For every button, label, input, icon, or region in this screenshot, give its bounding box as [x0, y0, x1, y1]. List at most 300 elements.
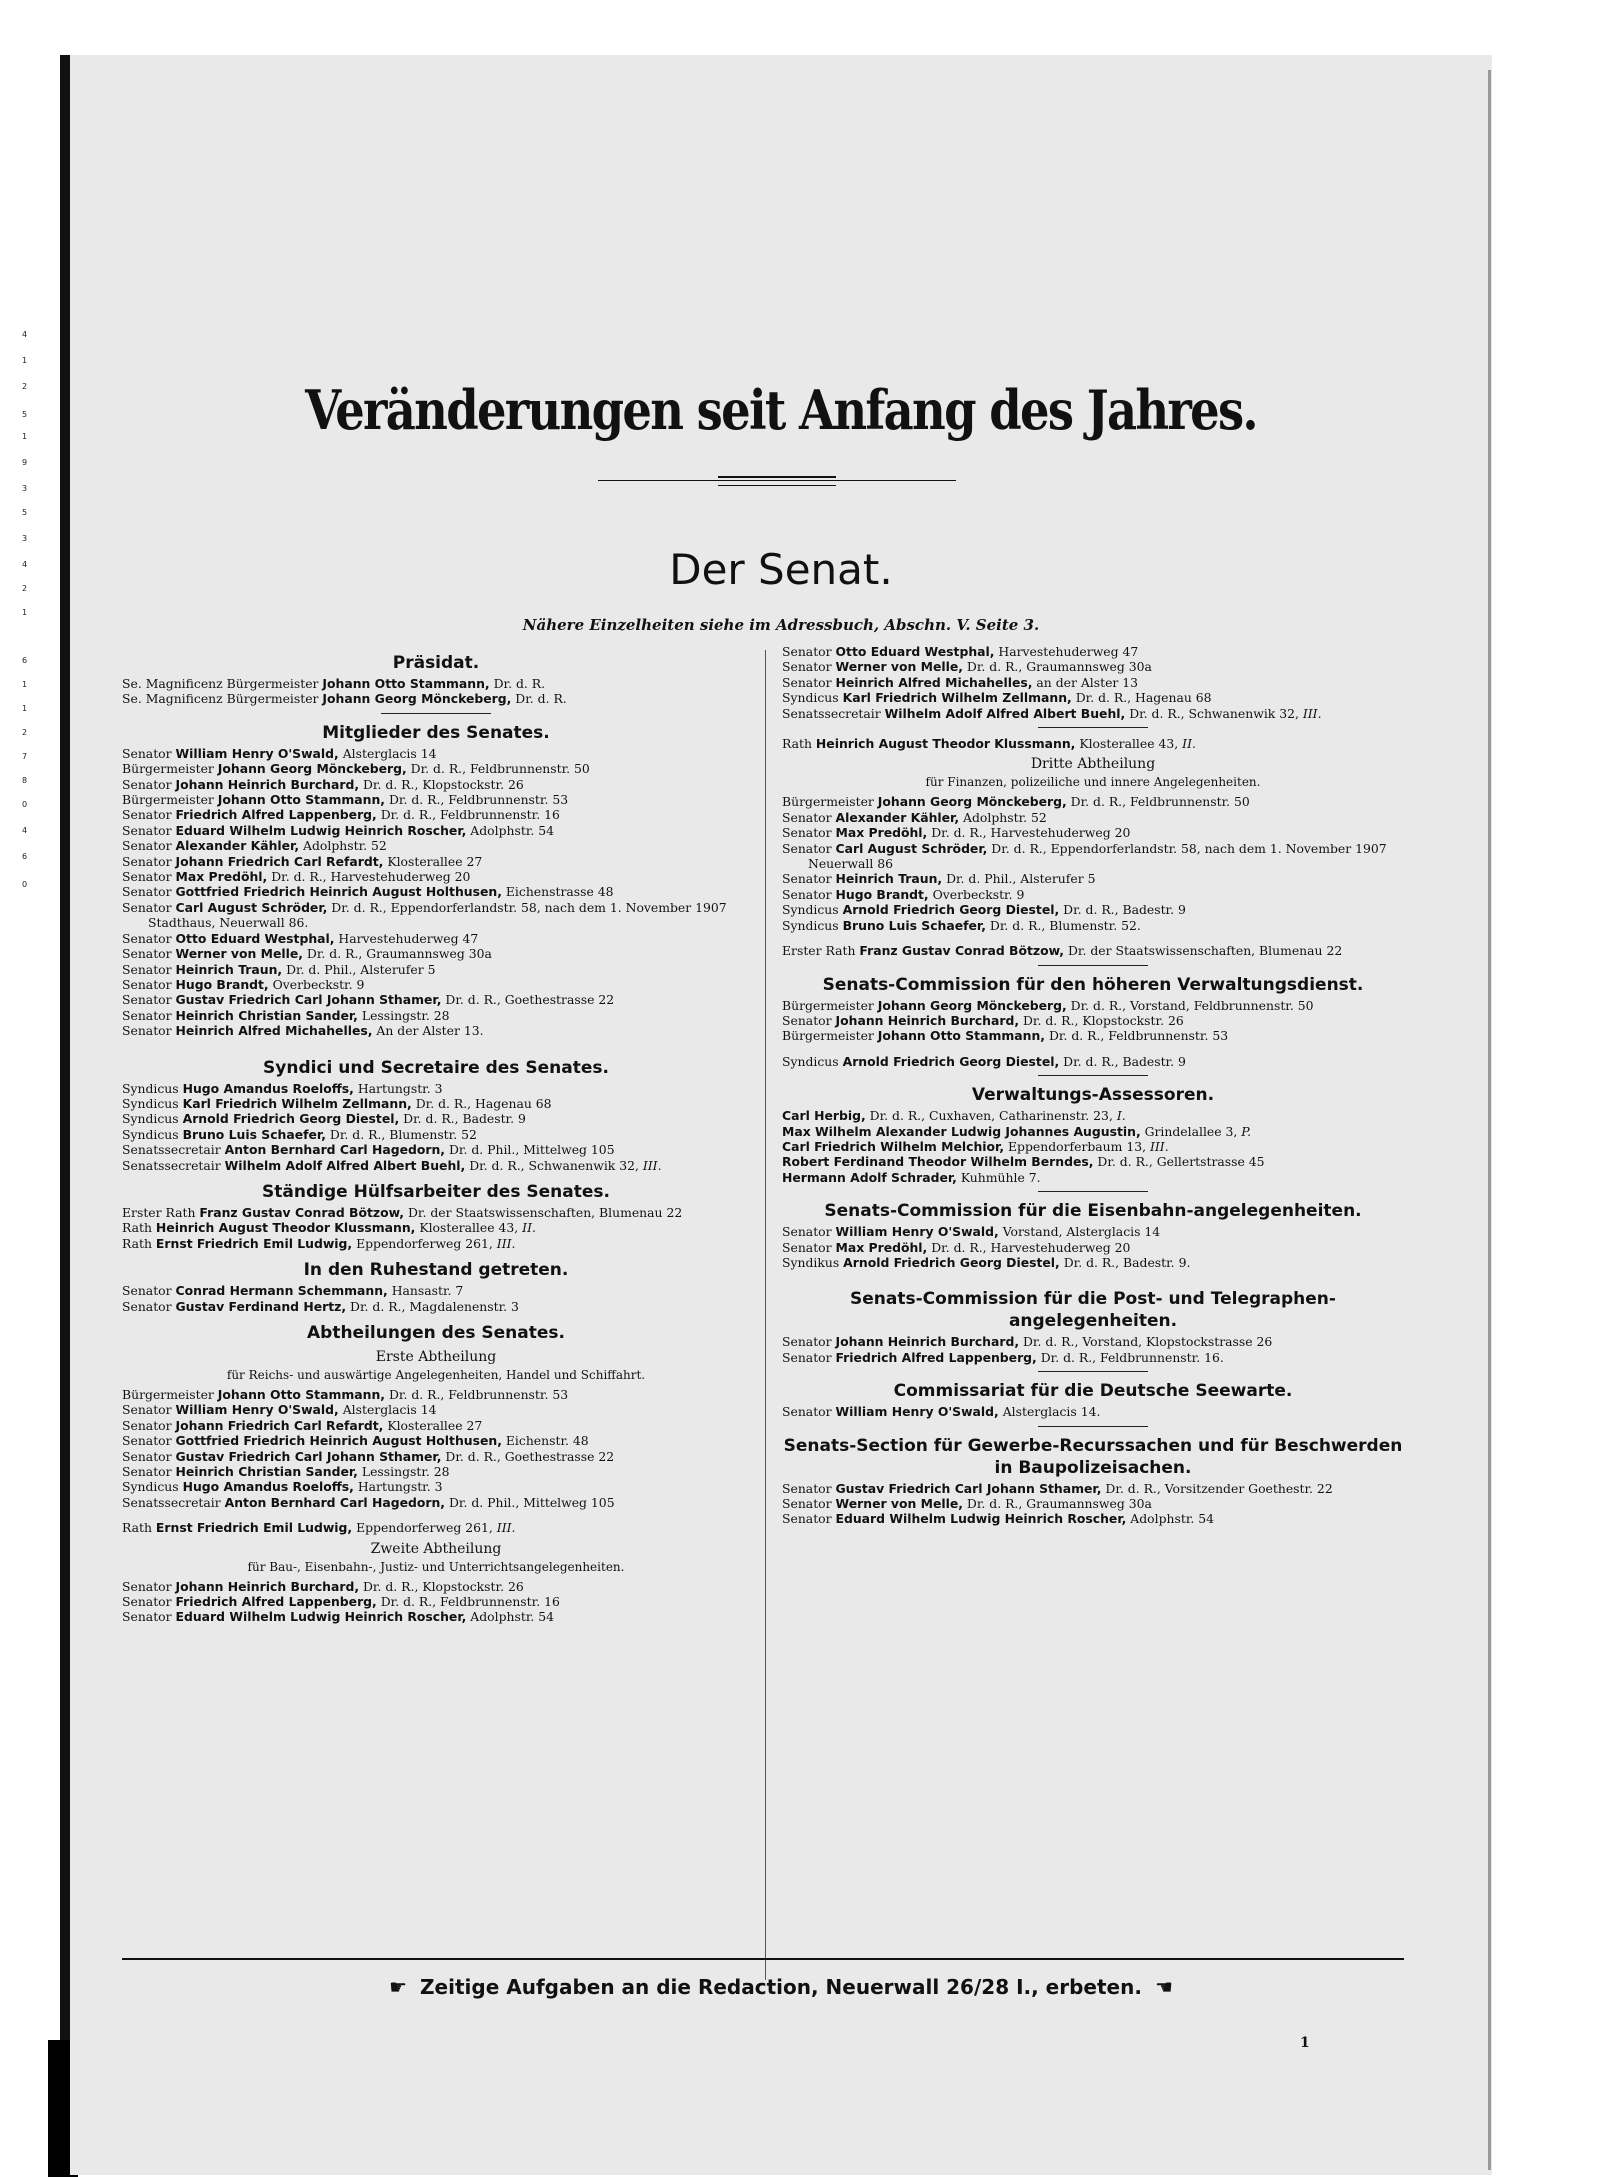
entry-address: Dr. der Staatswissenschaften, Blumenau 22	[407, 1204, 683, 1220]
entry-address: Adolphstr. 54	[470, 1609, 555, 1625]
section-separator	[381, 713, 491, 714]
entry-title: Senator	[122, 1433, 172, 1449]
entry-title: Syndicus	[122, 1126, 179, 1142]
entry-address: Dr. d. R., Graumannsweg 30a	[306, 946, 492, 962]
entry-name: Heinrich Christian Sander,	[175, 1007, 358, 1023]
entry-address: Hartungstr. 3	[357, 1479, 443, 1495]
footer-text: Zeitige Aufgaben an die Redaction, Neuerwall 26/28 I., erbeten.	[420, 1975, 1142, 1999]
roster-entry	[782, 1170, 1404, 1185]
roster-entry	[122, 691, 750, 706]
entry-title: Senator	[782, 1496, 832, 1511]
roster-entry	[122, 1127, 750, 1142]
entry-title: Senator	[122, 1283, 172, 1299]
entry-name: Johann Heinrich Burchard,	[835, 1334, 1020, 1350]
entry-title: Senator	[782, 1511, 832, 1527]
roster-entry	[782, 871, 1404, 886]
roster-entry	[122, 807, 750, 822]
roster-entry	[122, 1236, 750, 1251]
roster-entry	[122, 761, 750, 776]
roster-entry	[122, 869, 750, 884]
column-divider	[765, 650, 766, 1980]
entry-address: Eichenstrasse 48	[505, 884, 614, 900]
entry-name: Carl August Schröder,	[175, 899, 328, 915]
entry-name: Eduard Wilhelm Ludwig Heinrich Roscher,	[175, 822, 467, 838]
entry-name: Bruno Luis Schaefer,	[182, 1126, 326, 1142]
roster-entry	[122, 1205, 750, 1220]
roster-entry	[782, 1496, 1404, 1511]
roster-entry	[122, 1402, 750, 1417]
entry-name: Gustav Friedrich Carl Johann Sthamer,	[175, 1448, 442, 1464]
entry-title: Senator	[122, 1594, 172, 1610]
roster-entry	[782, 1028, 1404, 1043]
entry-name: William Henry O'Swald,	[835, 1224, 999, 1240]
section-heading: Senats-Commission für die Eisenbahn-angelegenheiten.	[824, 1201, 1362, 1222]
roster-entry	[122, 1283, 750, 1298]
entry-address: Klosterallee 27	[387, 853, 483, 869]
roster-entry	[122, 931, 750, 946]
entry-title: Senator	[122, 1402, 172, 1418]
section-heading: Ständige Hülfsarbeiter des Senates.	[262, 1181, 610, 1202]
section-heading: Senats-Commission für den höheren Verwaltungsdienst.	[822, 974, 1364, 995]
entry-name: Karl Friedrich Wilhelm Zellmann,	[182, 1095, 412, 1111]
pointing-hand-icon: ☛	[389, 1975, 408, 1999]
entry-name: Gustav Ferdinand Hertz,	[175, 1298, 347, 1314]
roster-entry	[122, 900, 750, 931]
roster-entry	[782, 998, 1404, 1013]
roster-entry	[122, 854, 750, 869]
entry-name: Friedrich Alfred Lappenberg,	[175, 1594, 377, 1610]
entry-title: Senator	[782, 1239, 832, 1255]
entry-address: Dr. d. R., Harvestehuderweg 20	[931, 825, 1131, 841]
entry-title: Se. Magnificenz Bürgermeister	[122, 676, 319, 691]
entry-floor: II.	[1182, 736, 1196, 752]
entry-title: Senator	[782, 1012, 832, 1028]
section-heading: Commissariat für die Deutsche Seewarte.	[893, 1381, 1293, 1402]
roster-entry	[782, 902, 1404, 917]
entry-title: Senator	[122, 1007, 172, 1023]
entry-name: William Henry O'Swald,	[835, 1404, 999, 1420]
entry-title: Senator	[782, 871, 832, 887]
section-heading: Senats-Section für Gewerbe-Recurssachen und für Beschwerden in Baupolizeisachen.	[783, 1435, 1403, 1478]
entry-address: Dr. d. R., Klopstockstr. 26	[363, 776, 524, 792]
entry-address: Dr. d. R., Schwanenwik 32,	[1129, 705, 1299, 721]
entry-name: Gustav Friedrich Carl Johann Sthamer,	[175, 992, 442, 1008]
entry-address: Dr. d. R., Schwanenwik 32,	[469, 1157, 639, 1173]
roster-entry	[782, 1154, 1404, 1169]
entry-name: Werner von Melle,	[835, 659, 963, 675]
section-heading: Präsidat.	[392, 653, 480, 673]
roster-entry	[122, 1142, 750, 1157]
roster-entry	[122, 777, 750, 792]
entry-title: Senatssecretair	[122, 1157, 221, 1173]
entry-name: Alexander Kähler,	[835, 809, 960, 825]
roster-entry	[782, 644, 1404, 659]
section-heading: Syndici und Secretaire des Senates.	[263, 1057, 609, 1078]
entry-name: Hermann Adolf Schrader,	[782, 1169, 957, 1185]
entry-name: Johann Otto Stammann,	[217, 792, 386, 808]
entry-address: Alsterglacis 14	[342, 1402, 437, 1418]
entry-name: Arnold Friedrich Georg Diestel,	[842, 902, 1060, 918]
entry-name: Wilhelm Adolf Alfred Albert Buehl,	[224, 1157, 466, 1173]
entry-address: Eppendorferweg 261,	[356, 1520, 493, 1536]
roster-entry	[122, 1299, 750, 1314]
entry-name: Gottfried Friedrich Heinrich August Holthusen,	[175, 1433, 502, 1449]
roster-entry	[122, 792, 750, 807]
roster-entry	[122, 1464, 750, 1479]
entry-address: Dr. d. Phil., Mittelweg 105	[448, 1142, 615, 1158]
entry-name: Johann Georg Mönckeberg,	[322, 691, 512, 707]
section-heading: Senats-Commission für die Post- und Telegraphen-angelegenheiten.	[850, 1289, 1336, 1332]
entry-floor: III.	[496, 1235, 516, 1251]
entry-title: Erster Rath	[782, 943, 856, 959]
margin-number: 9	[22, 458, 28, 467]
entry-address: Adolphstr. 52	[303, 838, 387, 854]
entry-title: Rath	[782, 736, 812, 752]
entry-name: Johann Otto Stammann,	[217, 1387, 386, 1402]
entry-title: Senator	[782, 1224, 832, 1240]
entry-name: Johann Heinrich Burchard,	[175, 1578, 360, 1594]
entry-title: Syndicus	[782, 917, 839, 933]
entry-name: Heinrich Traun,	[835, 871, 943, 887]
roster-entry	[782, 1124, 1404, 1139]
entry-title: Syndicus	[122, 1479, 179, 1495]
entry-address: Dr. d. R., Badestr. 9.	[1063, 1254, 1191, 1270]
entry-address: Dr. d. R., Klopstockstr. 26	[1023, 1012, 1184, 1028]
spacer	[122, 1510, 750, 1520]
entry-title: Senator	[782, 659, 832, 675]
entry-floor: III.	[1302, 705, 1322, 721]
roster-entry	[122, 946, 750, 961]
roster-entry	[122, 1520, 750, 1535]
facing-page-edge	[0, 55, 62, 2175]
entry-title: Bürgermeister	[782, 1028, 874, 1044]
entry-title: Syndicus	[122, 1111, 179, 1127]
entry-name: Otto Eduard Westphal,	[835, 644, 995, 659]
roster-entry	[782, 943, 1404, 958]
entry-title: Senator	[122, 1023, 172, 1039]
margin-number: 1	[22, 608, 28, 617]
margin-number: 6	[22, 656, 28, 665]
pointing-hand-icon: ☛	[1154, 1975, 1173, 1999]
entry-title: Syndikus	[782, 1254, 840, 1270]
entry-name: Heinrich Traun,	[175, 961, 283, 977]
entry-address: Dr. d. R.	[515, 691, 567, 707]
entry-address: Dr. d. R., Magdalenenstr. 3	[350, 1298, 519, 1314]
page-heading: Veränderungen seit Anfang des Jahres.	[305, 378, 1257, 442]
entry-title: Senator	[782, 674, 832, 690]
roster-entry	[782, 1481, 1404, 1496]
roster-entry	[782, 1334, 1404, 1349]
entry-address: Dr. d. R., Feldbrunnenstr. 53	[1048, 1028, 1229, 1044]
entry-address: Dr. d. R., Cuxhaven, Catharinenstr. 23,	[869, 1108, 1113, 1124]
margin-number: 3	[22, 484, 28, 493]
bottom-rule	[122, 1958, 1404, 1960]
entry-name: Johann Friedrich Carl Refardt,	[175, 853, 384, 869]
margin-number: 0	[22, 800, 28, 809]
entry-title: Senator	[122, 1417, 172, 1433]
roster-entry	[782, 1350, 1404, 1365]
entry-address: Klosterallee 43,	[419, 1220, 519, 1236]
entry-floor: III.	[1150, 1138, 1169, 1154]
roster-entry	[782, 690, 1404, 705]
roster-entry	[122, 884, 750, 899]
entry-name: Hugo Brandt,	[175, 976, 269, 992]
entry-name: Friedrich Alfred Lappenberg,	[175, 807, 377, 823]
entry-floor: III.	[642, 1157, 662, 1173]
roster-entry	[782, 1511, 1404, 1526]
entry-name: William Henry O'Swald,	[175, 1402, 339, 1418]
roster-entry	[782, 810, 1404, 825]
entry-floor: II.	[522, 1220, 536, 1236]
margin-number: 8	[22, 776, 28, 785]
entry-address: Dr. d. R., Feldbrunnenstr. 16	[380, 807, 560, 823]
entry-title: Syndicus	[782, 1053, 839, 1069]
entry-address: Dr. d. R., Gellertstrasse 45	[1097, 1154, 1265, 1170]
entry-name: Max Wilhelm Alexander Ludwig Johannes Augustin,	[782, 1123, 1141, 1139]
entry-address: Dr. d. R.	[493, 676, 546, 691]
roster-entry	[122, 1096, 750, 1111]
right-column	[782, 644, 1404, 1527]
margin-number: 1	[22, 704, 28, 713]
entry-address: Dr. d. Phil., Alsterufer 5	[286, 961, 436, 977]
entry-address: Alsterglacis 14	[342, 745, 437, 761]
section-separator	[1038, 727, 1148, 728]
entry-title: Senator	[122, 1448, 172, 1464]
entry-name: Werner von Melle,	[835, 1496, 963, 1511]
entry-title: Senator	[122, 976, 172, 992]
margin-number: 4	[22, 560, 28, 569]
subsection-note: für Bau-, Eisenbahn-, Justiz- und Unterrichtsangelegenheiten.	[247, 1559, 625, 1574]
entry-title: Syndicus	[782, 902, 839, 918]
entry-title: Senatssecretair	[122, 1494, 221, 1510]
entry-title: Senator	[782, 825, 832, 841]
entry-name: Johann Otto Stammann,	[877, 1028, 1046, 1044]
entry-name: Karl Friedrich Wilhelm Zellmann,	[842, 690, 1072, 706]
spacer	[122, 1039, 750, 1049]
roster-entry	[122, 962, 750, 977]
entry-address: Dr. d. R., Feldbrunnenstr. 50	[1070, 794, 1250, 810]
entry-title: Senator	[122, 853, 172, 869]
roster-entry	[782, 1139, 1404, 1154]
ornament-rule	[598, 480, 956, 481]
section-separator	[1038, 1426, 1148, 1427]
entry-name: Johann Heinrich Burchard,	[835, 1012, 1020, 1028]
margin-number: 1	[22, 432, 28, 441]
roster-entry	[122, 1479, 750, 1494]
roster-entry	[782, 918, 1404, 933]
roster-entry	[122, 676, 750, 691]
entry-name: William Henry O'Swald,	[175, 745, 339, 761]
entry-title: Bürgermeister	[122, 792, 214, 808]
entry-name: Robert Ferdinand Theodor Wilhelm Berndes,	[782, 1154, 1094, 1170]
entry-name: Ernst Friedrich Emil Ludwig,	[155, 1235, 353, 1251]
section-separator	[1038, 1191, 1148, 1192]
entry-name: Ernst Friedrich Emil Ludwig,	[155, 1520, 353, 1536]
roster-entry	[782, 1404, 1404, 1419]
entry-title: Senator	[782, 886, 832, 902]
subsection-heading: Dritte Abtheilung	[1030, 756, 1156, 773]
roster-entry	[122, 1023, 750, 1038]
section-heading: Mitglieder des Senates.	[322, 722, 550, 743]
entry-title: Rath	[122, 1235, 152, 1251]
entry-address: Dr. d. R., Badestr. 9	[1063, 902, 1186, 918]
entry-address: Dr. d. R., Feldbrunnenstr. 53	[388, 1387, 569, 1402]
roster-entry	[782, 1108, 1404, 1123]
roster-entry	[122, 838, 750, 853]
entry-title: Senator	[782, 1349, 832, 1365]
entry-address: Harvestehuderweg 47	[338, 930, 479, 946]
entry-title: Senator	[122, 822, 172, 838]
entry-address: Dr. d. R., Harvestehuderweg 20	[271, 869, 471, 885]
entry-address: Kuhmühle 7.	[960, 1169, 1041, 1185]
roster-entry	[122, 1433, 750, 1448]
book-gutter	[60, 55, 70, 2175]
entry-name: Johann Friedrich Carl Refardt,	[175, 1417, 384, 1433]
entry-name: Friedrich Alfred Lappenberg,	[835, 1349, 1037, 1365]
entry-title: Erster Rath	[122, 1204, 196, 1220]
entry-address: Eppendorferbaum 13,	[1007, 1138, 1147, 1154]
entry-address: Dr. d. R., Eppendorferlandstr. 58, nach dem 1. November 1907 Stadthaus, Neuerwall 86.	[148, 899, 727, 931]
entry-title: Senator	[782, 809, 832, 825]
entry-address: Dr. d. R., Graumannsweg 30a	[966, 1496, 1152, 1511]
entry-floor: P.	[1241, 1123, 1252, 1139]
entry-address: Harvestehuderweg 47	[998, 644, 1139, 659]
roster-entry	[782, 1013, 1404, 1028]
entry-name: Eduard Wilhelm Ludwig Heinrich Roscher,	[175, 1609, 467, 1625]
margin-number: 6	[22, 852, 28, 861]
spacer	[782, 933, 1404, 943]
entry-address: Dr. d. R., Hagenau 68	[1075, 690, 1212, 706]
entry-address: Dr. d. R., Badestr. 9	[1063, 1053, 1186, 1069]
ornament-rule-center	[718, 476, 836, 478]
roster-entry	[122, 1008, 750, 1023]
roster-entry	[122, 1158, 750, 1173]
entry-title: Senatssecretair	[782, 705, 881, 721]
entry-name: Alexander Kähler,	[175, 838, 300, 854]
subsection-note: für Finanzen, polizeiliche und innere Angelegenheiten.	[925, 775, 1261, 790]
entry-title: Rath	[122, 1220, 152, 1236]
roster-entry	[782, 736, 1404, 751]
subtitle-reference: Nähere Einzelheiten siehe im Adressbuch, Abschn. V. Seite 3.	[522, 616, 1040, 634]
entry-title: Senator	[782, 840, 832, 856]
entry-address: Overbeckstr. 9	[932, 886, 1025, 902]
entry-title: Senator	[122, 745, 172, 761]
margin-number: 5	[22, 508, 28, 517]
margin-number: 4	[22, 826, 28, 835]
entry-name: Franz Gustav Conrad Bötzow,	[859, 943, 1064, 959]
roster-entry	[122, 1594, 750, 1609]
entry-address: Dr. d. R., Harvestehuderweg 20	[931, 1239, 1131, 1255]
entry-title: Senator	[122, 807, 172, 823]
entry-name: Johann Otto Stammann,	[322, 676, 490, 691]
entry-address: Adolphstr. 54	[470, 822, 555, 838]
entry-name: Heinrich Alfred Michahelles,	[835, 674, 1033, 690]
roster-entry	[122, 1081, 750, 1096]
entry-title: Senatssecretair	[122, 1142, 221, 1158]
roster-entry	[782, 841, 1404, 872]
entry-title: Bürgermeister	[122, 1387, 214, 1402]
roster-entry	[782, 659, 1404, 674]
spacer	[782, 1044, 1404, 1054]
section-heading: Verwaltungs-Assessoren.	[971, 1085, 1215, 1106]
roster-entry	[782, 1224, 1404, 1239]
entry-name: Johann Georg Mönckeberg,	[877, 997, 1067, 1013]
entry-address: Dr. d. R., Feldbrunnenstr. 16.	[1040, 1349, 1224, 1365]
entry-name: Arnold Friedrich Georg Diestel,	[182, 1111, 400, 1127]
entry-title: Se. Magnificenz Bürgermeister	[122, 691, 319, 707]
entry-address: Alsterglacis 14.	[1002, 1404, 1101, 1420]
margin-number: 2	[22, 728, 28, 737]
entry-title: Senator	[122, 1464, 172, 1480]
entry-address: Grindelallee 3,	[1144, 1123, 1238, 1139]
ornament-rule-center-lower	[718, 485, 836, 486]
roster-entry	[122, 1111, 750, 1126]
entry-name: Max Predöhl,	[835, 825, 928, 841]
entry-title: Senator	[122, 899, 172, 915]
margin-number: 2	[22, 382, 28, 391]
entry-name: Conrad Hermann Schemmann,	[175, 1283, 388, 1299]
entry-address: Lessingstr. 28	[361, 1464, 450, 1480]
margin-number: 1	[22, 356, 28, 365]
left-column	[122, 644, 750, 1625]
entry-title: Senator	[122, 1609, 172, 1625]
entry-title: Senator	[782, 1480, 832, 1496]
entry-title: Bürgermeister	[782, 794, 874, 810]
entry-name: Max Predöhl,	[175, 869, 268, 885]
roster-entry	[122, 823, 750, 838]
roster-entry	[122, 746, 750, 761]
entry-name: Heinrich Christian Sander,	[175, 1464, 358, 1480]
entry-title: Senator	[782, 1334, 832, 1350]
entry-address: Dr. d. R., Vorsitzender Goethestr. 22	[1105, 1480, 1333, 1496]
margin-number: 7	[22, 752, 28, 761]
entry-title: Senator	[122, 992, 172, 1008]
subsection-heading: Erste Abtheilung	[375, 1349, 497, 1365]
entry-address: Dr. d. R., Goethestrasse 22	[445, 992, 615, 1008]
entry-name: Otto Eduard Westphal,	[175, 930, 335, 946]
entry-title: Syndicus	[782, 690, 839, 706]
entry-title: Rath	[122, 1520, 152, 1536]
entry-name: Carl Herbig,	[782, 1108, 866, 1124]
entry-address: Vorstand, Alsterglacis 14	[1002, 1224, 1161, 1240]
entry-floor: III.	[496, 1520, 516, 1536]
roster-entry	[122, 1495, 750, 1510]
entry-title: Senator	[122, 1578, 172, 1594]
entry-title: Senator	[782, 644, 832, 659]
entry-title: Senator	[122, 776, 172, 792]
roster-entry	[782, 1255, 1404, 1270]
entry-title: Bürgermeister	[782, 997, 874, 1013]
entry-address: Klosterallee 27	[387, 1417, 483, 1433]
entry-address: Dr. d. R., Vorstand, Klopstockstrasse 26	[1023, 1334, 1273, 1350]
roster-entry	[782, 706, 1404, 721]
entry-name: Eduard Wilhelm Ludwig Heinrich Roscher,	[835, 1511, 1127, 1527]
entry-address: Adolphstr. 52	[963, 809, 1047, 825]
entry-name: Carl Friedrich Wilhelm Melchior,	[782, 1138, 1005, 1154]
entry-address: Dr. der Staatswissenschaften, Blumenau 22	[1067, 943, 1343, 959]
entry-address: Dr. d. Phil., Alsterufer 5	[946, 871, 1096, 887]
section-heading: In den Ruhestand getreten.	[303, 1260, 569, 1281]
roster-entry	[782, 794, 1404, 809]
roster-entry	[782, 1054, 1404, 1069]
spacer	[782, 1270, 1404, 1280]
roster-entry	[782, 887, 1404, 902]
entry-address: Adolphstr. 54	[1130, 1511, 1215, 1527]
entry-title: Senator	[122, 884, 172, 900]
entry-address: Dr. d. R., Feldbrunnenstr. 50	[410, 761, 590, 777]
entry-address: Lessingstr. 28	[361, 1007, 450, 1023]
entry-name: Johann Georg Mönckeberg,	[217, 761, 407, 777]
